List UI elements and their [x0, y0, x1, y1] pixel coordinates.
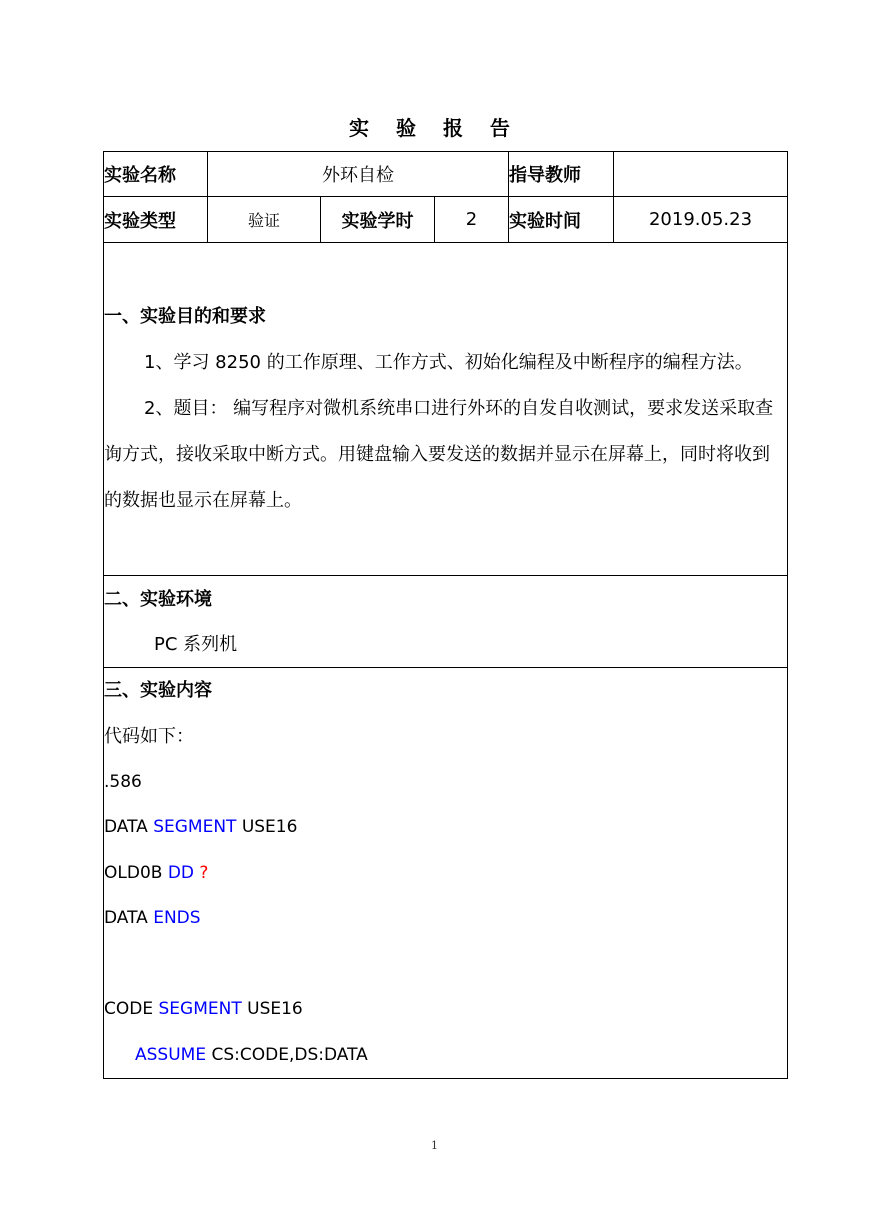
code-line-6 [104, 987, 787, 1033]
section-3-heading: 三、实验内容 [104, 680, 212, 701]
experiment-time-label: 实验时间 [509, 197, 614, 243]
section-3-cell [104, 668, 788, 1079]
environment-text: PC 系列机 [154, 633, 238, 655]
section-1-para-2: 2、题目： 编写程序对微机系统串口进行外环的自发自收测试，要求发送采取查询方式，接收采取中断方式。用键盘输入要发送的数据并显示在屏幕上，同时将收到的数据也显示在屏幕上。 [104, 398, 774, 511]
code-keyword: ASSUME [135, 1044, 207, 1065]
code-text: USE16 [241, 999, 303, 1019]
section-2-cell [104, 576, 788, 668]
code-text: USE16 [236, 817, 298, 837]
report-table [103, 151, 788, 1079]
code-line-blank [104, 942, 787, 988]
section-1-heading: 一、实验目的和要求 [104, 306, 266, 327]
code-text: DATA [104, 908, 154, 928]
section-3-row [104, 668, 788, 1079]
code-keyword: DD [167, 862, 195, 883]
code-operand: ? [194, 862, 209, 883]
code-keyword: SEGMENT [158, 999, 242, 1019]
code-intro: 代码如下： [104, 726, 194, 747]
code-directive: .586 [104, 771, 142, 792]
code-keyword: SEGMENT [153, 817, 237, 837]
section-2-row [104, 576, 788, 668]
code-line-4 [104, 896, 787, 942]
page-number: 1 [431, 1139, 438, 1152]
teacher-label: 指导教师 [509, 152, 614, 197]
header-row-2 [104, 197, 788, 243]
section-1-cell [104, 243, 788, 576]
section-1-para-1: 1、学习 8250 的工作原理、工作方式、初始化编程及中断程序的编程方法。 [144, 352, 753, 373]
experiment-hours-label: 实验学时 [321, 197, 435, 243]
code-line-1 [104, 760, 787, 806]
experiment-name-value: 外环自检 [208, 152, 509, 197]
experiment-hours-value: 2 [435, 197, 509, 243]
experiment-name-label: 实验名称 [104, 152, 208, 197]
section-1-row [104, 243, 788, 576]
report-title: 实 验 报 告 [349, 116, 520, 140]
experiment-type-label: 实验类型 [104, 197, 208, 243]
code-text: OLD0B [104, 862, 168, 883]
teacher-value [614, 152, 788, 197]
header-row-1 [104, 152, 788, 197]
experiment-type-value: 验证 [208, 197, 321, 243]
code-line-2 [104, 805, 787, 851]
section-2-heading: 二、实验环境 [104, 588, 212, 610]
code-text: CODE [104, 999, 159, 1019]
code-keyword: ENDS [153, 908, 201, 928]
code-line-3 [104, 851, 787, 897]
experiment-time-value: 2019.05.23 [614, 197, 788, 243]
code-line-7 [104, 1033, 787, 1079]
code-text: DATA [104, 817, 154, 837]
code-text: CS:CODE,DS:DATA [206, 1044, 368, 1065]
